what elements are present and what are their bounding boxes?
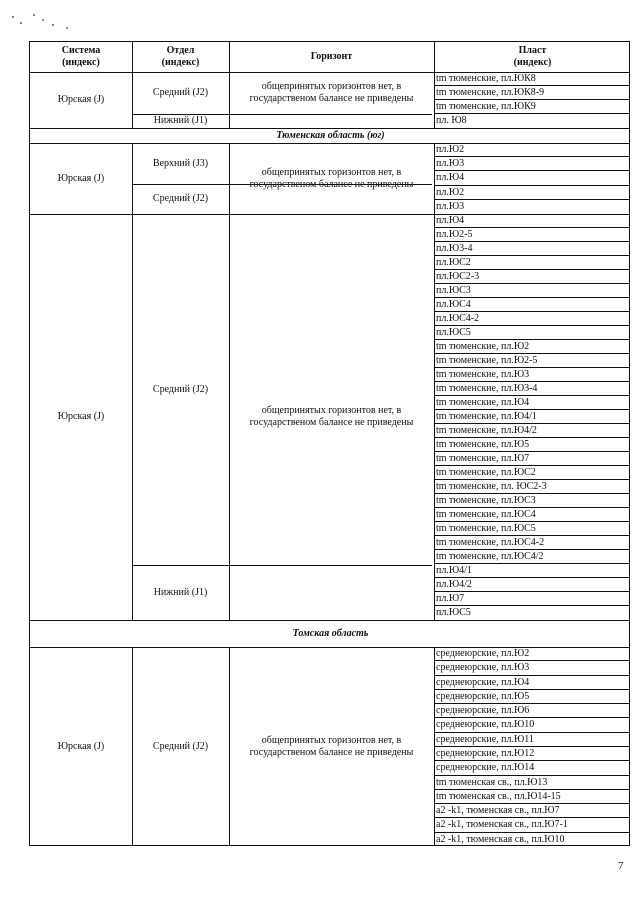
block1-sistema: Юрская (J): [57, 94, 105, 105]
plast-cell: a2 -k1, тюменская св., пл.Ю10: [436, 833, 565, 845]
block1-otdel-nizhniy: Нижний (J1): [153, 115, 208, 126]
plast-cell: tm тюменские, пл.ЮС4/2: [434, 550, 630, 564]
plast-cell: среднеюрские, пл.Ю11: [434, 733, 630, 747]
block2-gorizont: общепринятых горизонтов нет, в государственом балансе не приведены: [249, 166, 414, 190]
strata-table: [29, 41, 630, 846]
plast-cell: пл.Ю2: [434, 143, 630, 157]
plast-cell: tm тюменские, пл.Ю5: [434, 438, 630, 452]
plast-cell: tm тюменские, пл.Ю3: [434, 368, 630, 382]
col-line: [229, 42, 230, 128]
plast-cell: tm тюменские, пл.Ю4: [434, 396, 630, 410]
plast-cell: tm тюменские, пл.ЮС4-2: [434, 536, 630, 550]
block3-sistema: Юрская (J): [57, 411, 105, 422]
plast-cell: tm тюменские, пл.ЮС5: [434, 522, 630, 536]
plast-cell: пл.ЮС2-3: [434, 270, 630, 284]
plast-cell: пл.ЮС3: [434, 284, 630, 298]
scan-speck: [52, 24, 54, 26]
plast-cell: tm тюменская св., пл.Ю13: [434, 776, 630, 790]
plast-cell: tm тюменская св., пл.Ю14-15: [434, 790, 630, 804]
scan-speck: [12, 16, 14, 18]
scan-speck: [20, 22, 22, 24]
plast-cell: пл.Ю7: [434, 592, 630, 606]
plast-cell: tm тюменские, пл.ЮК8-9: [434, 86, 630, 100]
plast-cell: tm тюменские, пл.Ю4/2: [434, 424, 630, 438]
plast-cell: tm тюменские, пл.ЮК9: [434, 100, 630, 114]
plast-cell: tm тюменские, пл.Ю3-4: [434, 382, 630, 396]
header-plast: Пласт (индекс): [513, 45, 552, 68]
col-line: [229, 143, 230, 620]
plast-cell: пл.Ю4/2: [434, 578, 630, 592]
plast-cell: tm тюменские, пл.Ю4/1: [434, 410, 630, 424]
block1-otdel-sredniy: Средний (J2): [152, 87, 209, 98]
col-line: [434, 143, 435, 620]
block1-gorizont-divider: [229, 114, 432, 115]
col-line: [229, 647, 230, 846]
plast-cell: пл.ЮС5: [434, 326, 630, 340]
plast-cell: пл.Ю4: [434, 171, 630, 185]
plast-cell: среднеюрские, пл.Ю14: [434, 761, 630, 775]
scan-speck: [42, 19, 44, 21]
col-line: [132, 647, 133, 846]
header-otdel: Отдел (индекс): [161, 45, 200, 68]
plast-cell: пл.Ю4: [434, 214, 630, 228]
plast-cell: пл.Ю2-5: [434, 228, 630, 242]
col-line: [434, 647, 435, 846]
plast-cell: пл.Ю3: [436, 200, 465, 212]
plast-cell: tm тюменские, пл.Ю7: [434, 452, 630, 466]
header-sistema: Система (индекс): [61, 45, 101, 68]
plast-cell: пл.Ю3: [434, 157, 630, 171]
plast-cell: пл.ЮС2: [434, 256, 630, 270]
scan-speck: [66, 27, 68, 29]
plast-cell: tm тюменские, пл.ЮС3: [434, 494, 630, 508]
block3-gorizont: общепринятых горизонтов нет, в государственом балансе не приведены: [249, 405, 414, 428]
plast-cell: среднеюрские, пл.Ю5: [434, 690, 630, 704]
block2-sistema: Юрская (J): [57, 172, 105, 184]
block2-otdel-verkhniy: Верхний (J3): [152, 157, 209, 169]
block4-otdel-sredniy: Средний (J2): [152, 741, 209, 752]
plast-cell: пл.Ю2: [434, 186, 630, 200]
block4-sistema: Юрская (J): [57, 741, 105, 752]
block4-gorizont: общепринятых горизонтов нет, в государственом балансе не приведены: [249, 735, 414, 758]
plast-cell: среднеюрские, пл.Ю3: [434, 661, 630, 675]
plast-cell: пл.ЮС4: [434, 298, 630, 312]
col-line: [434, 42, 435, 128]
block2-otdel-sredniy: Средний (J2): [152, 193, 209, 204]
plast-cell: tm тюменские, пл.ЮС4: [434, 508, 630, 522]
plast-cell: среднеюрские, пл.Ю4: [434, 676, 630, 690]
col-line: [132, 143, 133, 620]
plast-cell: tm тюменские, пл.ЮС2: [434, 466, 630, 480]
section-tyumen-south-title: Тюменская область (юг): [276, 129, 385, 141]
plast-cell: пл.Ю3-4: [434, 242, 630, 256]
section-tomsk-title: Томская область: [292, 627, 369, 639]
col-line: [132, 42, 133, 128]
plast-cell: a2 -k1, тюменская св., пл.Ю7: [434, 804, 630, 818]
header-gorizont: Горизонт: [310, 51, 353, 62]
plast-cell: tm тюменские, пл. ЮС2-3: [434, 480, 630, 494]
plast-cell: среднеюрские, пл.Ю12: [434, 747, 630, 761]
plast-cell: пл.Ю4/1: [434, 564, 630, 578]
block3-otdel-nizhniy: Нижний (J1): [153, 586, 208, 598]
plast-cell: среднеюрские, пл.Ю10: [434, 718, 630, 732]
plast-cell: tm тюменские, пл.Ю2: [434, 340, 630, 354]
plast-cell: среднеюрские, пл.Ю2: [434, 647, 630, 661]
plast-cell: tm тюменские, пл.ЮК8: [434, 72, 630, 86]
plast-cell: пл. Ю8: [436, 115, 467, 126]
scan-speck: [33, 14, 35, 16]
plast-cell: tm тюменские, пл.Ю2-5: [434, 354, 630, 368]
block3-otdel-sredniy: Средний (J2): [152, 383, 209, 395]
plast-cell: пл.ЮС5: [436, 607, 471, 618]
plast-cell: a2 -k1, тюменская св., пл.Ю7-1: [434, 818, 630, 832]
plast-cell: среднеюрские, пл.Ю6: [434, 704, 630, 718]
page-number: 7: [618, 860, 624, 872]
plast-cell: пл.ЮС4-2: [434, 312, 630, 326]
block1-gorizont: общепринятых горизонтов нет, в государственом балансе не приведены: [249, 81, 414, 104]
